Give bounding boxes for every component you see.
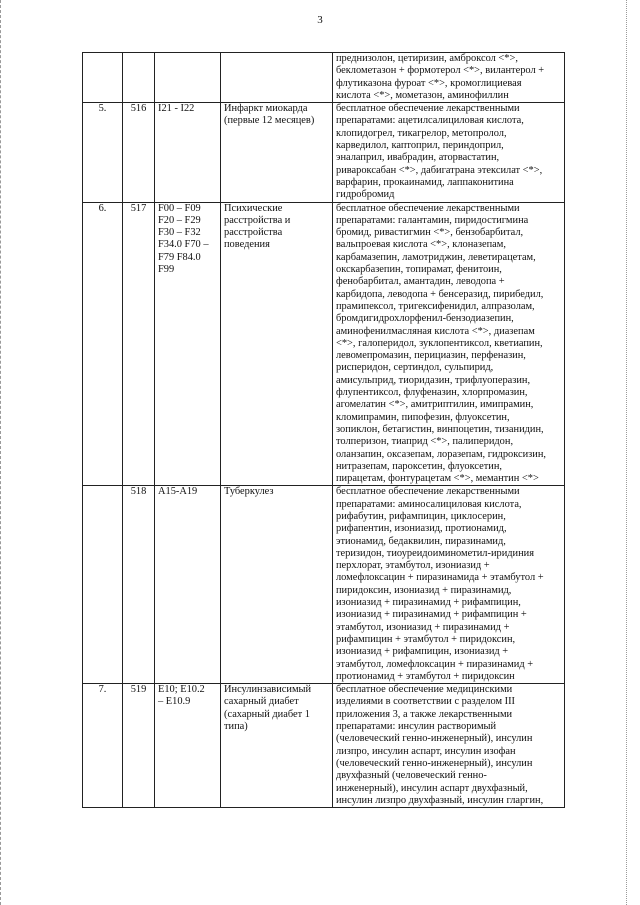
cell-code [123, 53, 155, 103]
cell-disease-name-line: Инсулинзависимый [224, 684, 312, 696]
cell-provision-line: бесплатное обеспечение лекарственными [336, 202, 520, 214]
cell-provision-line: перхлорат, этамбутол, изониазид + [336, 560, 490, 572]
cell-provision [333, 684, 565, 808]
cell-provision-line: флутиказона фуроат <*>, кромоглициевая [336, 77, 522, 89]
cell-provision-line: клопидогрел, тикагрелор, метопролол, [336, 127, 507, 139]
table-row [83, 202, 565, 486]
cell-icd-codes [155, 202, 221, 486]
cell-provision-line: бесплатное обеспечение лекарственными [336, 103, 520, 115]
cell-provision-line: <*>, галоперидол, зуклопентиксол, кветиапин, [336, 337, 543, 349]
page-number: 3 [317, 14, 323, 26]
cell-provision-line: кислота <*>, мометазон, аминофиллин [336, 89, 509, 101]
cell-provision-line: бесплатное обеспечение лекарственными [336, 486, 520, 498]
cell-provision-line: двухфазный (человеческий генно- [336, 770, 487, 782]
cell-provision-line: препаратами: ацетилсалициловая кислота, [336, 115, 524, 127]
cell-disease-name-line: Туберкулез [224, 486, 274, 498]
cell-provision-line: бромид, ривастигмин <*>, бензобарбитал, [336, 227, 524, 239]
cell-provision-line: пирацетам, фонтурацетам <*>, мемантин <*> [336, 473, 539, 485]
cell-row-number: 6. [83, 202, 123, 486]
cell-row-number: 7. [83, 684, 123, 808]
cell-icd-codes-line: E10; E10.2 [158, 684, 205, 696]
cell-provision-line: бесплатное обеспечение медицинскими [336, 684, 513, 696]
cell-icd-codes-line: F99 [158, 264, 175, 276]
cell-row-number [83, 53, 123, 103]
cell-provision-line: бромдигидрохлорфенил-бензодиазепин, [336, 313, 514, 325]
cell-disease-name-line: Инфаркт миокарда [224, 103, 308, 115]
cell-icd-codes-line: I21 - I22 [158, 103, 195, 115]
cell-row-number: 5. [83, 103, 123, 202]
cell-provision-line: вальпроевая кислота <*>, клоназепам, [336, 239, 506, 251]
scan-edge-right [626, 0, 628, 905]
cell-provision-line: изониазид + рифампицин, изониазид + [336, 646, 509, 658]
cell-provision-line: аминофенилмасляная кислота <*>, диазепам [336, 325, 535, 337]
cell-provision-line: рисперидон, сертиндол, сульпирид, [336, 362, 494, 374]
cell-icd-codes [155, 486, 221, 684]
cell-provision-line: препаратами: инсулин растворимый [336, 721, 497, 733]
cell-provision-line: карбамазепин, ламотриджин, леветирацетам, [336, 251, 536, 263]
cell-provision-line: гидробромид [336, 189, 395, 201]
cell-provision-line: карведилол, каптоприл, периндоприл, [336, 140, 504, 152]
cell-provision-line: изделиями в соответствии с разделом III [336, 696, 516, 708]
cell-icd-codes [155, 684, 221, 808]
cell-icd-codes-line: A15-A19 [158, 486, 198, 498]
cell-disease-name-line: сахарный диабет [224, 696, 299, 708]
cell-disease-name-line: расстройства [224, 227, 283, 239]
table-row [83, 103, 565, 202]
table-row [83, 53, 565, 103]
cell-disease-name [221, 486, 333, 684]
cell-provision-line: окскарбазепин, топирамат, фенитоин, [336, 264, 502, 276]
cell-provision-line: агомелатин <*>, амитриптилин, имипрамин, [336, 399, 534, 411]
cell-provision-line: пиридоксин, изониазид + пиразинамид, [336, 584, 512, 596]
cell-icd-codes [155, 53, 221, 103]
cell-icd-codes-line: F34.0 F70 – [158, 239, 209, 251]
cell-provision-line: зопиклон, бетагистин, винпоцетин, тизанидин, [336, 423, 544, 435]
cell-provision-line: (человеческий генно-инженерный), инсулин [336, 757, 533, 769]
cell-provision-line: кломипрамин, пипофезин, флуоксетин, [336, 411, 510, 423]
cell-provision-line: ломефлоксацин + пиразинамида + этамбутол + [336, 572, 544, 584]
cell-provision-line: беклометазон + формотерол <*>, вилантерол + [336, 65, 545, 77]
cell-provision-line: лизпро, инсулин аспарт, инсулин изофан [336, 745, 516, 757]
cell-disease-name-line: (первые 12 месяцев) [224, 115, 315, 127]
cell-provision-line: этамбутол, ломефлоксацин + пиразинамид + [336, 658, 534, 670]
cell-provision-line: препаратами: галантамин, пиридостигмина [336, 214, 529, 226]
cell-provision-line: нитразепам, пароксетин, флуоксетин, [336, 460, 503, 472]
cell-provision-line: изониазид + пиразинамид + рифампицин + [336, 609, 527, 621]
cell-code: 516 [123, 103, 155, 202]
cell-provision-line: толперизон, тиаприд <*>, палиперидон, [336, 436, 514, 448]
cell-provision-line: карбидопа, леводопа + бенсеразид, пирибедил, [336, 288, 544, 300]
cell-provision-line: рифампицин + этамбутол + пиридоксин, [336, 633, 516, 645]
cell-disease-name-line: Психические [224, 202, 283, 214]
table-row [83, 684, 565, 808]
cell-provision-line: амисульприд, тиоридазин, трифлуоперазин, [336, 374, 531, 386]
cell-disease-name-line: (сахарный диабет 1 [224, 708, 310, 720]
cell-disease-name-line: поведения [224, 239, 270, 251]
cell-provision-line: преднизолон, цетиризин, амброксол <*>, [336, 53, 518, 64]
cell-icd-codes-line: F20 – F29 [158, 214, 201, 226]
cell-code: 517 [123, 202, 155, 486]
cell-icd-codes-line: F00 – F09 [158, 202, 201, 214]
table-row [83, 486, 565, 684]
cell-provision-line: (человеческий генно-инженерный), инсулин [336, 733, 533, 745]
cell-provision [333, 486, 565, 684]
cell-icd-codes [155, 103, 221, 202]
cell-provision-line: левомепромазин, перициазин, перфеназин, [336, 350, 526, 362]
cell-provision-line: инженерный), инсулин аспарт двухфазный, [336, 782, 528, 794]
cell-provision-line: протионамид + этамбутол + пиридоксин [336, 670, 515, 682]
cell-provision-line: приложения 3, а также лекарственными [336, 708, 513, 720]
scan-edge-left [0, 0, 2, 905]
cell-provision-line: фенобарбитал, амантадин, леводопа + [336, 276, 505, 288]
cell-icd-codes-line: – E10.9 [158, 696, 191, 708]
cell-disease-name-line: расстройства и [224, 214, 291, 226]
cell-provision-line: эналаприл, ивабрадин, аторвастатин, [336, 152, 500, 164]
cell-icd-codes-line: F30 – F32 [158, 227, 201, 239]
cell-disease-name [221, 53, 333, 103]
cell-code: 518 [123, 486, 155, 684]
cell-provision [333, 53, 565, 103]
table-body [83, 53, 565, 808]
cell-icd-codes-line: F79 F84.0 [158, 251, 201, 263]
cell-provision-line: варфарин, прокаинамид, лаппаконитина [336, 176, 514, 188]
cell-provision-line: рифапентин, изониазид, протионамид, [336, 523, 507, 535]
cell-provision-line: изониазид + пиразинамид + рифампицин, [336, 597, 521, 609]
cell-provision-line: этамбутол, изониазид + пиразинамид + [336, 621, 510, 633]
cell-provision-line: этионамид, бедаквилин, пиразинамид, [336, 535, 506, 547]
cell-provision-line: оланзапин, оксазепам, лоразепам, гидроксизин, [336, 448, 546, 460]
cell-provision-line: флупентиксол, флуфеназин, хлорпромазин, [336, 387, 528, 399]
cell-provision-line: инсулин лизпро двухфазный, инсулин гларгин, [336, 794, 544, 806]
cell-disease-name [221, 684, 333, 808]
cell-provision [333, 202, 565, 486]
cell-provision [333, 103, 565, 202]
cell-provision-line: теризидон, тиоуреидоиминометил-иридиния [336, 547, 535, 559]
cell-provision-line: прамипексол, тригексифенидил, алпразолам, [336, 300, 535, 312]
cell-provision-line: препаратами: аминосалициловая кислота, [336, 498, 522, 510]
cell-disease-name [221, 202, 333, 486]
cell-disease-name-line: типа) [224, 721, 248, 733]
cell-provision-line: ривароксабан <*>, дабигатрана этексилат <*>, [336, 164, 543, 176]
diseases-table [82, 52, 565, 808]
cell-provision-line: рифабутин, рифампицин, циклосерин, [336, 510, 506, 522]
cell-disease-name [221, 103, 333, 202]
cell-code: 519 [123, 684, 155, 808]
cell-row-number [83, 486, 123, 684]
